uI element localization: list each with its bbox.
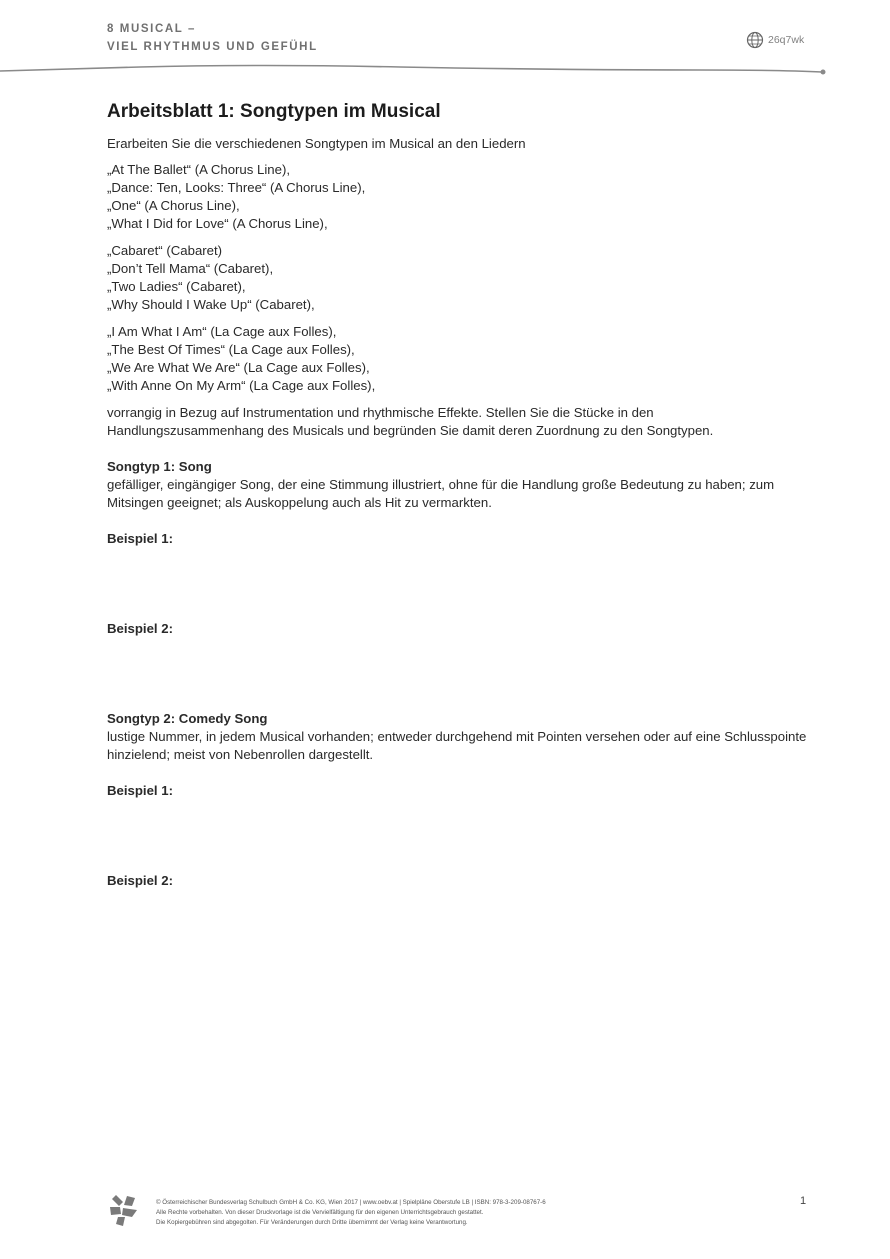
- song-item: „I Am What I Am“ (La Cage aux Folles),: [107, 324, 337, 339]
- page-number: 1: [800, 1195, 807, 1207]
- chapter-title-line2: VIEL RHYTHMUS UND GEFÜHL: [107, 41, 318, 53]
- song-item: „Don’t Tell Mama“ (Cabaret),: [107, 261, 274, 276]
- song-item: „We Are What We Are“ (La Cage aux Folles),: [107, 360, 370, 375]
- song-item: „What I Did for Love“ (A Chorus Line),: [107, 216, 328, 231]
- songtype-1-example-1-label: Beispiel 1:: [107, 531, 173, 546]
- songtype-2-example-2-label: Beispiel 2:: [107, 873, 173, 888]
- footer-line: Alle Rechte vorbehalten. Von dieser Druckvorlage ist die Vervielfältigung für den eigenen Unterrichtsgebrauch gestattet.: [156, 1209, 484, 1216]
- publisher-logo-icon: [108, 1193, 140, 1227]
- footer-line: © Österreichischer Bundesverlag Schulbuch GmbH & Co. KG, Wien 2017 | www.oebv.at | Spielpläne Oberstufe LB | ISBN: 978-3-209-08767-6: [156, 1199, 546, 1206]
- song-group-la-cage: [107, 323, 807, 395]
- song-item: „Two Ladies“ (Cabaret),: [107, 279, 246, 294]
- online-code[interactable]: [746, 31, 804, 49]
- header-divider: [0, 58, 890, 78]
- song-group-chorus-line: [107, 161, 807, 233]
- chapter-header: [107, 20, 318, 56]
- songtype-2-example-1-label: Beispiel 1:: [107, 783, 173, 798]
- songtype-1-example-2-label: Beispiel 2:: [107, 621, 173, 636]
- globe-icon: [746, 31, 764, 49]
- page-title: Arbeitsblatt 1: Songtypen im Musical: [107, 101, 441, 122]
- intro-text: Erarbeiten Sie die verschiedenen Songtypen im Musical an den Liedern: [107, 136, 526, 151]
- instruction-text: vorrangig in Bezug auf Instrumentation und rhythmische Effekte. Stellen Sie die Stücke in den Handlungszusammenhang des Musicals und begründen Sie damit deren Zuordnung zu den Songtypen.: [107, 405, 714, 438]
- songtype-1-description: gefälliger, eingängiger Song, der eine Stimmung illustriert, ohne für die Handlung große Bedeutung zu haben; zum Mitsingen geeignet; als Auskoppelung auch als Hit zu vermarkten.: [107, 477, 775, 510]
- songtype-2-heading: Songtyp 2: Comedy Song: [107, 711, 268, 726]
- songtype-1-heading: Songtyp 1: Song: [107, 459, 212, 474]
- chapter-title-line1: 8 MUSICAL –: [107, 23, 196, 35]
- song-item: „Dance: Ten, Looks: Three“ (A Chorus Line),: [107, 180, 366, 195]
- song-item: „With Anne On My Arm“ (La Cage aux Folles),: [107, 378, 376, 393]
- worksheet-body: [107, 100, 807, 890]
- footer-copyright: [156, 1198, 546, 1228]
- online-code-text: 26q7wk: [768, 34, 805, 46]
- song-item: „Why Should I Wake Up“ (Cabaret),: [107, 297, 315, 312]
- song-group-cabaret: [107, 242, 807, 314]
- song-item: „One“ (A Chorus Line),: [107, 198, 240, 213]
- song-item: „The Best Of Times“ (La Cage aux Folles),: [107, 342, 355, 357]
- footer-line: Die Kopiergebühren sind abgegolten. Für Veränderungen durch Dritte übernimmt der Verlag keine Verantwortung.: [156, 1219, 468, 1226]
- songtype-2-description: lustige Nummer, in jedem Musical vorhanden; entweder durchgehend mit Pointen versehen oder auf eine Schlusspointe hinzielend; meist von Nebenrollen dargestellt.: [107, 729, 807, 762]
- song-item: „At The Ballet“ (A Chorus Line),: [107, 162, 290, 177]
- song-item: „Cabaret“ (Cabaret): [107, 243, 223, 258]
